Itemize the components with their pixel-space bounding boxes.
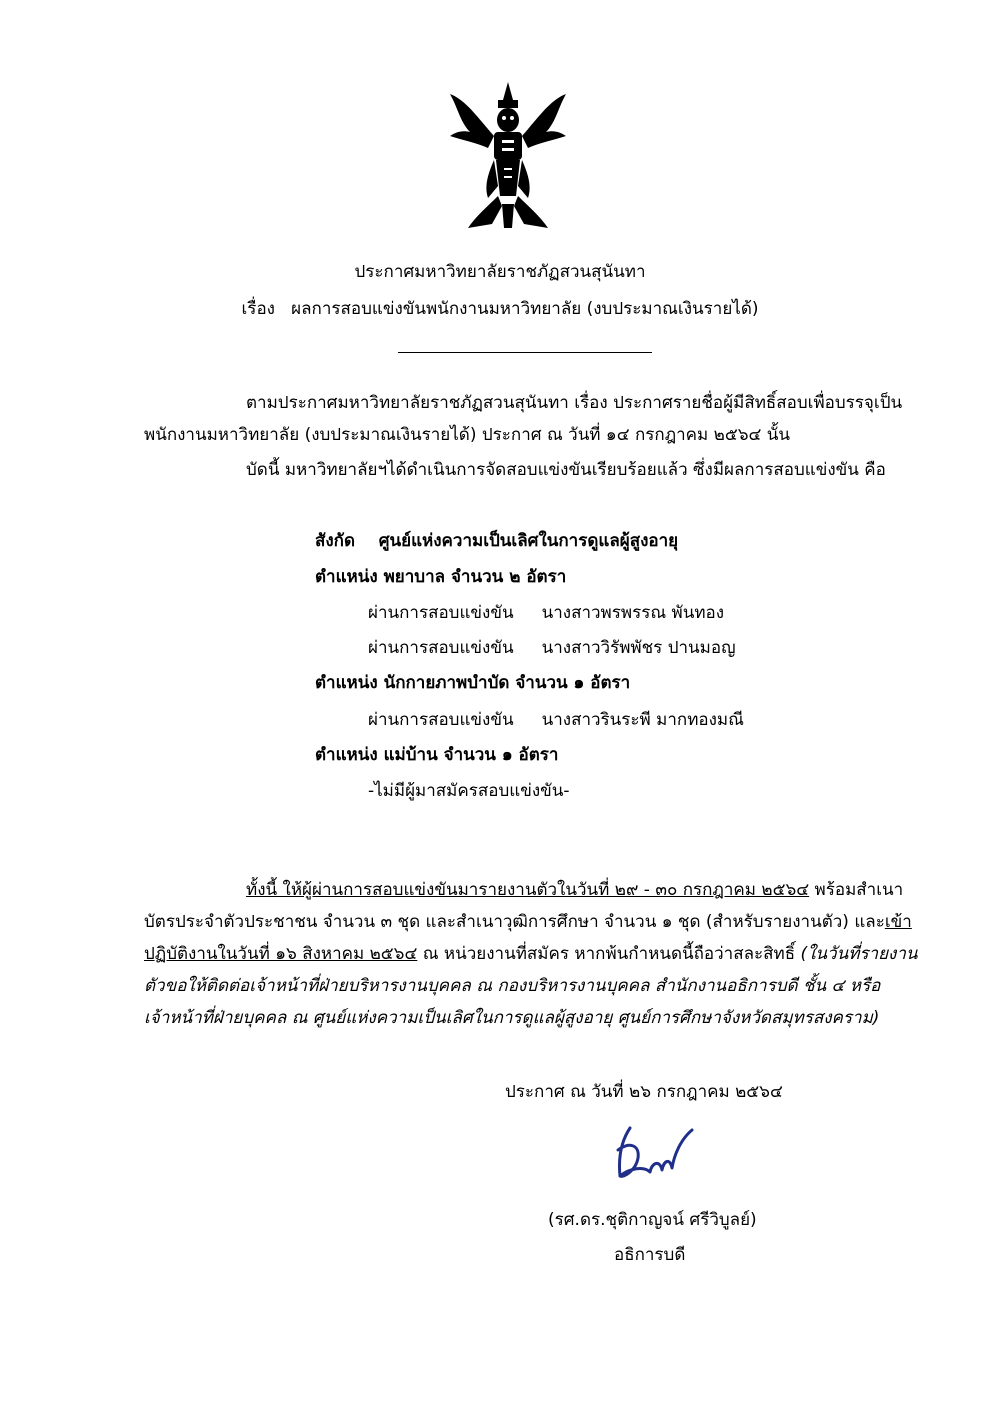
no-applicant-note: -ไม่มีผู้มาสมัครสอบแข่งขัน- [368, 781, 570, 801]
garuda-emblem-icon [448, 78, 568, 238]
announcement-subject: เรื่อง ผลการสอบแข่งขันพนักงานมหาวิทยาลัย (งบประมาณเงินรายได้) [241, 299, 759, 319]
announcement-date: ประกาศ ณ วันที่ ๒๖ กรกฎาคม ๒๕๖๔ [505, 1082, 783, 1102]
notice-line-4: ตัวขอให้ติดต่อเจ้าหน้าที่ฝ่ายบริหารงานบุคคล ณ กองบริหารงานบุคคล สำนักงานอธิการบดี ชั้น ๔ หรือ [144, 976, 881, 996]
signature-icon [600, 1120, 710, 1190]
notice-line-2: บัตรประจำตัวประชาชน จำนวน ๓ ชุด และสำเนาวุฒิการศึกษา จำนวน ๑ ชุด (สำหรับรายงานตัว) และเข้า [144, 912, 912, 932]
notice-line-3: ปฏิบัติงานในวันที่ ๑๖ สิงหาคม ๒๕๖๔ ณ หน่วยงานที่สมัคร หากพ้นกำหนดนี้ถือว่าสละสิทธิ์ (ในวันที่รายงาน [144, 944, 918, 964]
signer-name: (รศ.ดร.ชุติกาญจน์ ศรีวิบูลย์) [548, 1210, 757, 1230]
notice-line-1: ทั้งนี้ ให้ผู้ผ่านการสอบแข่งขันมารายงานตัวในวันที่ ๒๙ - ๓๐ กรกฎาคม ๒๕๖๔ พร้อมสำเนา [246, 880, 904, 900]
notice-line-5: เจ้าหน้าที่ฝ่ายบุคคล ณ ศูนย์แห่งความเป็นเลิศในการดูแลผู้สูงอายุ ศูนย์การศึกษาจังหวัดสมุทรสงคราม) [144, 1008, 880, 1028]
title-divider [398, 352, 652, 353]
signer-title: อธิการบดี [614, 1245, 686, 1265]
intro-line-2: พนักงานมหาวิทยาลัย (งบประมาณเงินรายได้) ประกาศ ณ วันที่ ๑๔ กรกฎาคม ๒๕๖๔ นั้น [144, 425, 791, 445]
position-heading: ตำแหน่ง นักกายภาพบำบัด จำนวน ๑ อัตรา [315, 673, 631, 693]
announcement-title: ประกาศมหาวิทยาลัยราชภัฏสวนสุนันทา [354, 262, 646, 282]
result-row: ผ่านการสอบแข่งขัน นางสาวรินระพี มากทองมณี [368, 710, 744, 730]
intro-line-1: ตามประกาศมหาวิทยาลัยราชภัฏสวนสุนันทา เรื่อง ประกาศรายชื่อผู้มีสิทธิ์สอบเพื่อบรรจุเป็น [246, 393, 903, 413]
result-row: ผ่านการสอบแข่งขัน นางสาวพรพรรณ พันทอง [368, 603, 725, 623]
intro-line-3: บัดนี้ มหาวิทยาลัยฯได้ดำเนินการจัดสอบแข่งขันเรียบร้อยแล้ว ซึ่งมีผลการสอบแข่งขัน คือ [246, 460, 886, 480]
position-heading: ตำแหน่ง พยาบาล จำนวน ๒ อัตรา [315, 567, 567, 587]
position-heading: ตำแหน่ง แม่บ้าน จำนวน ๑ อัตรา [315, 745, 559, 765]
affiliation: สังกัด ศูนย์แห่งความเป็นเลิศในการดูแลผู้สูงอายุ [315, 531, 679, 551]
result-row: ผ่านการสอบแข่งขัน นางสาววิรัพพัชร ปานมอญ [368, 638, 736, 658]
